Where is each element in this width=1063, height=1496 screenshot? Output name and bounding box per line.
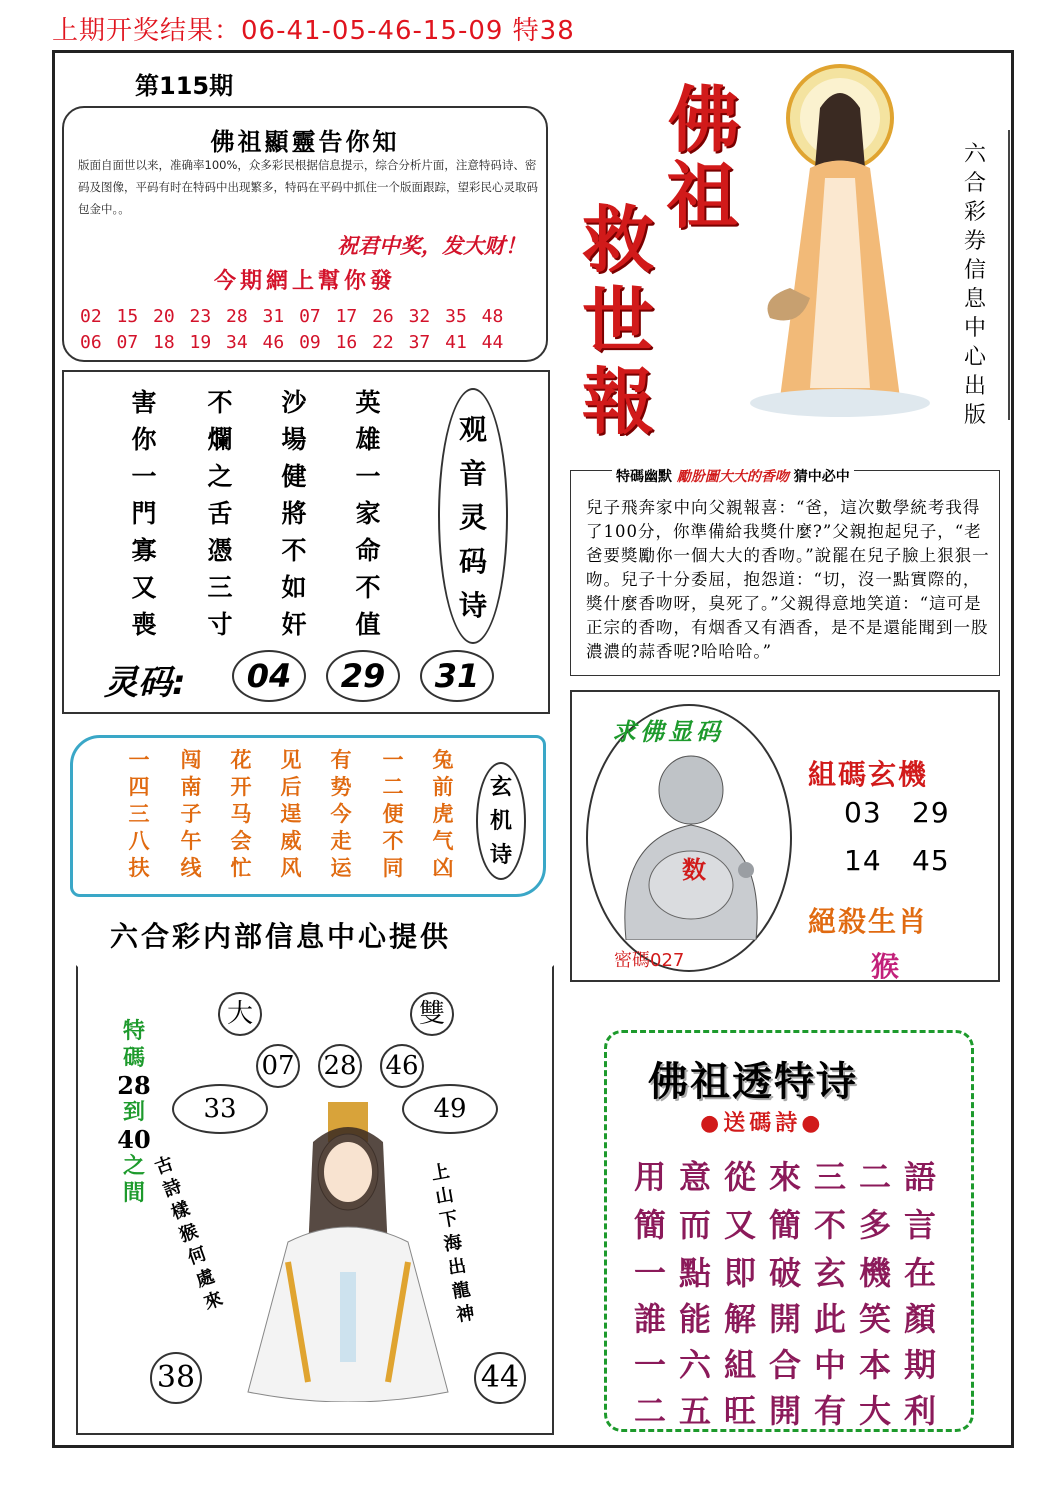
tetou-subtitle: ●送碼詩●	[700, 1111, 825, 1136]
xuanji-column: 兔 前 虎 气 凶	[432, 747, 454, 880]
mima-text: 密碼027	[614, 950, 685, 971]
zuma-number: 03	[844, 796, 882, 829]
issue-number: 第115期	[135, 72, 234, 100]
zuma-number: 29	[912, 796, 950, 829]
title-char: 救	[582, 197, 655, 282]
lingma-number: 04	[232, 650, 306, 702]
provider-text: 六合彩内部信息中心提供	[110, 920, 452, 953]
tetou-row: 一六組合中本期	[634, 1346, 950, 1384]
number-row: 06 07 18 19 34 46 09 16 22 37 41 44	[80, 332, 504, 353]
xuanji-column: 一 四 三 八 扶	[128, 747, 150, 880]
net-title: 今期網上幫你發	[213, 269, 396, 294]
right-oval-number: 49	[402, 1084, 498, 1134]
title-char: 世	[582, 278, 655, 363]
number-row: 02 15 20 23 28 31 07 17 26 32 35 48	[80, 306, 504, 327]
xuanji-column: 有 势 今 走 运	[330, 747, 352, 880]
guanyin-seated-image	[228, 1102, 468, 1402]
jueshao-title: 絕殺生肖	[808, 905, 929, 938]
poem-column: 英 雄 一 家 命 不 值	[355, 388, 381, 639]
top-number: 07	[256, 1044, 300, 1088]
guanyin-poem-label: 观 音 灵 码 诗	[438, 388, 508, 644]
lingma-label: 灵码:	[104, 663, 186, 703]
left-poem: 古詩樣猴何處來	[152, 1152, 226, 1315]
xuanji-label: 玄 机 诗	[476, 762, 526, 880]
zuma-title: 組碼玄機	[808, 758, 929, 791]
wish-text: 祝君中奖，发大财！	[337, 234, 526, 258]
left-oval-number: 33	[172, 1084, 268, 1134]
shuang-circle: 雙	[410, 992, 454, 1036]
intro-box	[62, 106, 548, 362]
right-poem: 上山下海出龍神	[429, 1160, 477, 1327]
joke-body: 兒子飛奔家中向父親報喜：“爸，這次數學統考我得了100分，你準備給我獎什麼?”父親抱起兒子，“老爸要獎勵你一個大大的香吻。”說罷在兒子臉上狠狠一吻。兒子十分委屈，抱怨道：“切，沒一點實際的，獎什麼香吻呀，臭死了。”父親得意地笑道：“這可是正宗的香吻，有烟香又有酒香，是不是還能聞到一股濃濃的蒜香呢?哈哈哈。”	[586, 498, 990, 661]
da-circle: 大	[218, 992, 262, 1036]
tema-range: 特 碼 28 到 40 之 間	[117, 1019, 151, 1206]
poem-column: 沙 場 健 將 不 如 奸	[281, 388, 307, 639]
xuanji-column: 闯 南 子 午 线	[180, 747, 202, 880]
poem-column: 害 你 一 門 寡 又 喪	[131, 388, 157, 639]
tetou-row: 一點即破玄機在	[634, 1254, 950, 1292]
zuma-number: 14	[844, 844, 882, 877]
laughing-buddha-image	[606, 750, 776, 940]
top-number: 46	[380, 1044, 424, 1088]
xuanji-column: 见 后 逞 威 风	[280, 747, 302, 880]
tetou-row: 用意從來三二語	[634, 1158, 950, 1196]
tetou-row: 誰能解開此笑顏	[634, 1300, 950, 1338]
shu-mark: 数	[682, 856, 706, 884]
intro-title: 佛祖顯靈告你知	[210, 128, 400, 156]
top-number: 28	[318, 1044, 362, 1088]
lingma-number: 29	[326, 650, 400, 702]
tetou-row: 二五旺開有大利	[634, 1392, 950, 1430]
qiufo-title: 求佛显码	[612, 718, 724, 746]
last-result: 上期开奖结果：06-41-05-46-15-09 特38	[52, 16, 575, 46]
title-char: 祖	[666, 153, 739, 238]
corner-number-left: 38	[150, 1352, 202, 1404]
side-publisher: 六合彩券信息中心出版	[963, 142, 986, 428]
zuma-number: 45	[912, 844, 950, 877]
title-char: 佛	[668, 77, 741, 162]
lingma-number: 31	[420, 650, 494, 702]
corner-number-right: 44	[474, 1352, 526, 1404]
poem-column: 不 爛 之 舌 憑 三 寸	[207, 388, 233, 639]
jueshao-value: 猴	[871, 950, 900, 983]
title-char: 報	[582, 359, 655, 444]
guanyin-image	[740, 58, 950, 418]
joke-heading: 特碼幽默 勵朌圖大大的香吻 猜中必中	[612, 466, 854, 486]
tetou-row: 簡而又簡不多言	[634, 1206, 950, 1244]
tetou-title: 佛祖透特诗	[648, 1058, 858, 1105]
xuanji-column: 一 二 便 不 同	[382, 747, 404, 880]
intro-body: 版面自面世以来，准确率100%，众多彩民根据信息提示，综合分析片面，注意特码诗、密码及图像，平码有时在特码中出现繁多，特码在平码中抓住一个版面跟踪，望彩民心灵取码包金中。。	[78, 158, 538, 216]
xuanji-column: 花 开 马 会 忙	[230, 747, 252, 880]
side-divider	[1008, 130, 1010, 420]
